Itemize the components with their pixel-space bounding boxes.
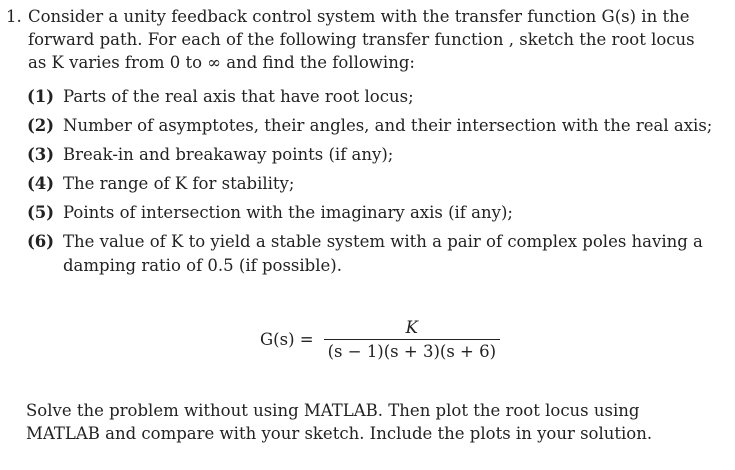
equation-fraction (324, 318, 500, 361)
item-number: (5) (27, 203, 55, 222)
requirements-list (27, 85, 715, 283)
item-text: The value of K to yield a stable system with a pair of complex poles having a damping ratio of 0.5 (if possible). (63, 232, 703, 275)
equation-denominator: (s − 1)(s + 3)(s + 6) (327, 342, 497, 361)
equation-lhs: G(s) = (260, 330, 314, 349)
item-number: (4) (27, 174, 55, 193)
question-intro (6, 5, 716, 74)
item-number: (6) (27, 232, 55, 251)
item-text: Points of intersection with the imaginary axis (if any); (63, 203, 513, 222)
list-item (27, 85, 715, 109)
item-number: (1) (27, 87, 55, 106)
list-item (27, 114, 715, 138)
instructions-footer: Solve the problem without using MATLAB. Then plot the root locus using MATLAB and compare with your sketch. Include the plots in your solution. (26, 401, 653, 443)
item-number: (2) (27, 116, 55, 135)
list-item (27, 172, 715, 196)
question-number: 1. (6, 7, 22, 26)
list-item (27, 201, 715, 225)
item-text: Number of asymptotes, their angles, and their intersection with the real axis; (63, 116, 713, 135)
equation-numerator: K (405, 318, 418, 337)
question-intro-text: Consider a unity feedback control system with the transfer function G(s) in the forward path. For each of the following transfer function , sketch the root locus as K varies from 0 to ∞ and find the following: (28, 7, 695, 72)
item-text: Parts of the real axis that have root locus; (63, 87, 414, 106)
item-text: Break-in and breakaway points (if any); (63, 145, 394, 164)
item-number: (3) (27, 145, 55, 164)
item-text: The range of K for stability; (63, 174, 295, 193)
list-item (27, 230, 715, 278)
list-item (27, 143, 715, 167)
transfer-function-equation (260, 318, 500, 361)
